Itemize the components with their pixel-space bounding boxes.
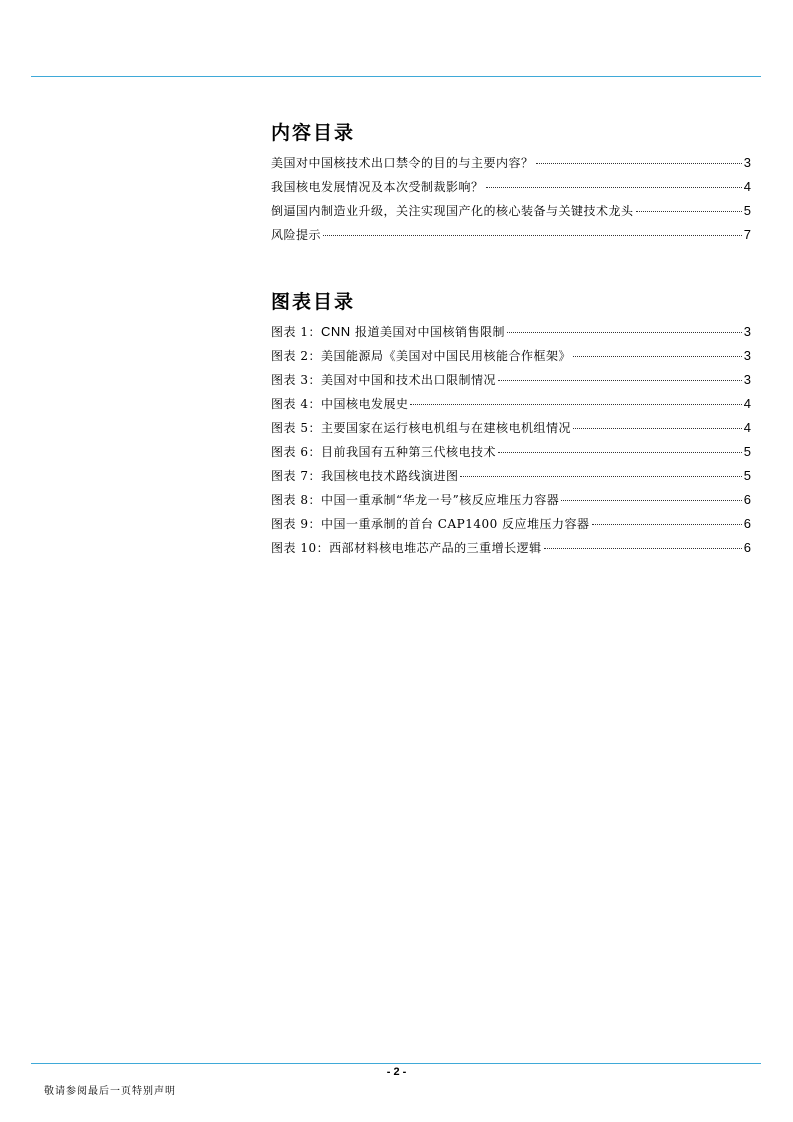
content-toc-section [271, 121, 751, 247]
footer-rule [31, 1063, 761, 1064]
dot-leader [561, 500, 742, 501]
toc-entry-text [271, 320, 505, 344]
toc-entry-label: 报道美国对中国核销售限制 [350, 325, 505, 339]
toc-entry-text [271, 416, 571, 440]
figure-toc-section [271, 290, 751, 560]
toc-entry[interactable] [271, 512, 751, 536]
dot-leader [592, 524, 742, 525]
toc-entry[interactable] [271, 320, 751, 344]
toc-entry-text [271, 199, 634, 223]
toc-entry-prefix: 图表 5： [271, 421, 321, 435]
toc-entry[interactable] [271, 440, 751, 464]
dot-leader [573, 356, 742, 357]
toc-entry[interactable] [271, 488, 751, 512]
toc-entry-prefix: 图表 2： [271, 349, 321, 363]
toc-entry-prefix: 图表 8： [271, 493, 321, 507]
toc-page-number: 6 [743, 492, 751, 507]
toc-entry-text [271, 175, 484, 199]
toc-entry-prefix: 图表 4： [271, 397, 321, 411]
toc-entry-text [271, 344, 571, 368]
dot-leader [498, 380, 742, 381]
toc-entry-prefix: 图表 3： [271, 373, 321, 387]
toc-page-number: 6 [743, 516, 751, 531]
toc-page-number: 5 [743, 444, 751, 459]
toc-entry-text [271, 512, 590, 536]
toc-entry-text [271, 368, 496, 392]
toc-entry-text [271, 488, 559, 512]
toc-entry[interactable] [271, 392, 751, 416]
toc-page-number: 5 [743, 468, 751, 483]
dot-leader [636, 211, 742, 212]
toc-entry-prefix: 图表 10： [271, 541, 330, 555]
toc-page-number: 6 [743, 540, 751, 555]
toc-entry-label: 主要国家在运行核电机组与在建核电机组情况 [320, 421, 571, 435]
toc-entry-latin: CNN [320, 324, 351, 339]
toc-entry-prefix: 图表 7： [271, 469, 321, 483]
toc-entry-text [271, 464, 458, 488]
toc-entry-label: 中国一重承制“华龙一号”核反应堆压力容器 [320, 493, 560, 507]
toc-page-number: 3 [743, 372, 751, 387]
dot-leader [323, 235, 742, 236]
toc-entry[interactable] [271, 151, 751, 175]
toc-entry-prefix: 图表 1： [271, 325, 321, 339]
content-toc-title: 内容目录 [271, 122, 356, 144]
toc-entry[interactable] [271, 536, 751, 560]
toc-page-number: 4 [743, 179, 751, 194]
dot-leader [486, 187, 742, 188]
toc-entry-label: 美国对中国核技术出口禁令的目的与主要内容？ [271, 156, 534, 170]
toc-entry[interactable] [271, 368, 751, 392]
toc-page-number: 3 [743, 348, 751, 363]
toc-entry[interactable] [271, 464, 751, 488]
toc-entry-text [271, 223, 321, 247]
toc-entry-label: 中国核电发展史 [320, 397, 409, 411]
toc-entry-label: 中国一重承制的首台 CAP1400 反应堆压力容器 [320, 517, 590, 531]
toc-entry-label: 美国对中国和技术出口限制情况 [320, 373, 496, 387]
figure-toc-list [271, 320, 751, 560]
toc-entry-label: 美国能源局《美国对中国民用核能合作框架》 [320, 349, 571, 363]
figure-toc-title: 图表目录 [271, 291, 356, 313]
toc-entry-label: 西部材料核电堆芯产品的三重增长逻辑 [329, 541, 542, 555]
dot-leader [460, 476, 741, 477]
dot-leader [536, 163, 742, 164]
content-toc-list [271, 151, 751, 247]
page-number: - 2 - [386, 1066, 407, 1078]
dot-leader [573, 428, 742, 429]
toc-page-number: 4 [743, 396, 751, 411]
dot-leader [498, 452, 742, 453]
toc-entry-label: 倒逼国内制造业升级，关注实现国产化的核心装备与关键技术龙头 [271, 204, 634, 218]
toc-page-number: 3 [743, 155, 751, 170]
dot-leader [410, 404, 741, 405]
toc-page-number: 4 [743, 420, 751, 435]
toc-entry-text [271, 151, 534, 175]
toc-page-number: 7 [743, 227, 751, 242]
toc-entry-label: 目前我国有五种第三代核电技术 [320, 445, 496, 459]
toc-entry-text [271, 536, 542, 560]
toc-entry-label: 风险提示 [271, 228, 322, 242]
toc-entry-prefix: 图表 6： [271, 445, 321, 459]
toc-entry[interactable] [271, 175, 751, 199]
dot-leader [544, 548, 742, 549]
toc-entry-prefix: 图表 9： [271, 517, 321, 531]
header-rule [31, 76, 761, 77]
dot-leader [507, 332, 742, 333]
toc-entry-text [271, 440, 496, 464]
toc-entry[interactable] [271, 416, 751, 440]
toc-entry-label: 我国核电技术路线演进图 [320, 469, 459, 483]
toc-page-number: 5 [743, 203, 751, 218]
toc-entry[interactable] [271, 223, 751, 247]
toc-page-number: 3 [743, 324, 751, 339]
toc-entry-text [271, 392, 408, 416]
toc-entry[interactable] [271, 344, 751, 368]
toc-entry[interactable] [271, 199, 751, 223]
disclaimer-text: 敬请参阅最后一页特别声明 [44, 1086, 176, 1097]
toc-entry-label: 我国核电发展情况及本次受制裁影响？ [271, 180, 484, 194]
